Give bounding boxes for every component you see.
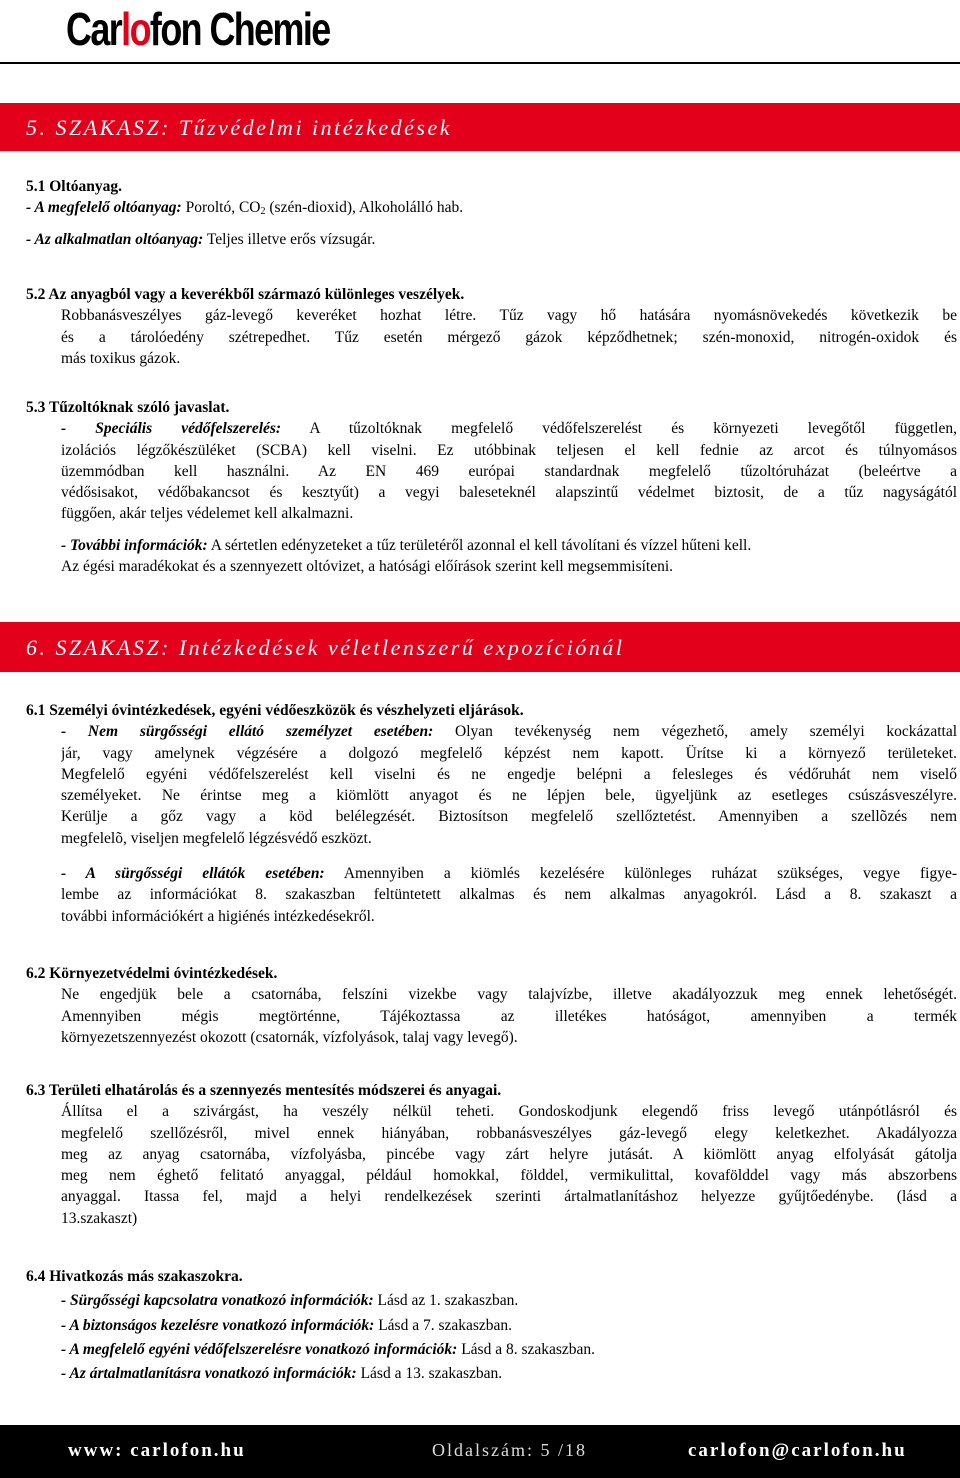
footer-page-number: Oldalszám: 5 /18 [432,1440,587,1460]
subsection-5-3-body [26,418,957,577]
reference-item [61,1290,957,1311]
special-equipment-label: - Speciális védőfelszerelés: [61,420,282,438]
subsection-5-2 [26,284,957,369]
logo-text-a: Car [66,3,122,55]
reference-text: Lásd a 7. szakaszban. [374,1316,513,1334]
text-line: megfelelõ, viseljen megfelelő légzésvédő eszközt. [61,829,372,847]
subsection-6-3-body [26,1101,957,1229]
reference-item [61,1363,957,1384]
reference-label: - Sürgősségi kapcsolatra vonatkozó információk: [61,1292,374,1310]
text-line: Robbanásveszélyes gáz-levegő keveréket hozhat létre. Tűz vagy hő hatására nyomásnövekedés következik be [61,307,957,325]
unsuitable-extinguisher-line [26,229,957,250]
subsection-5-3-heading: 5.3 Tűzoltóknak szóló javaslat. [26,399,230,416]
subsection-6-1-body [26,721,957,927]
special-equipment-text: A tűzoltóknak megfelelő védőfelszerelést és környezeti levegőtől független, [281,420,957,438]
reference-text: Lásd a 8. szakaszban. [457,1340,596,1358]
suitable-extinguisher-text-b: (szén-dioxid), Alkoholálló hab. [265,199,464,217]
reference-label: - A biztonságos kezelésre vonatkozó információk: [61,1316,375,1334]
section-6-title: 6. SZAKASZ: Intézkedések véletlenszerű expozíciónál [26,635,625,660]
text-line: Ne engedjük bele a csatornába, felszíni vizekbe vagy talajvízbe, illetve akadályozzuk meg ennek lehetőségét. [61,986,957,1004]
page-footer [0,1425,960,1478]
text-line: Állítsa el a szivárgást, ha veszély nélkül teheti. Gondoskodjunk elegendő friss levegő utánpótlásról és [61,1103,957,1121]
footer-website[interactable]: www: carlofon.hu [68,1440,246,1461]
company-logo [66,0,330,58]
co2-subscript: 2 [260,206,266,218]
text-line: meg nem éghető felitató anyaggal, például homokkal, földdel, vermikulittal, kovafölddel vagy más abszorbens [61,1167,957,1185]
further-info-label: - További információk: [61,536,208,554]
text-line: más toxikus gázok. [61,349,181,367]
further-info-text: A sértetlen edényzeteket a tűz területéről azonnal el kell távolítani és vízzel hűteni kell. [207,536,752,554]
text-line: Kerülje a gőz vagy a köd belélegzését. Biztosítson megfelelő szellőztetést. Amennyiben a szellõzés nem [61,808,957,826]
text-line: megfelelő szellőzésről, mivel ennek hiányában, robbanásveszélyes gáz-levegő elegy keletkezhet. Akadályozza [61,1124,957,1142]
subsection-6-3-heading: 6.3 Területi elhatárolás és a szennyezés mentesítés módszerei és anyagai. [26,1082,502,1099]
text-line: további információkért a higiénés intézkedésekről. [61,907,375,925]
reference-text: Lásd a 13. szakaszban. [356,1365,503,1383]
emergency-responders-label: - A sürgősségi ellátók esetében: [61,865,325,883]
text-line: függően, akár teljes védelemet kell alkalmazni. [61,505,354,523]
non-emergency-line [61,721,957,742]
text-line: Az égési maradékokat és a szennyezett oltóvizet, a hatósági előírások szerint kell megsemmisíteni. [61,558,674,576]
special-equipment-line [61,418,957,439]
reference-item [61,1315,957,1336]
reference-label: - Az ártalmatlanításra vonatkozó információk: [61,1365,357,1383]
page-header [0,0,960,62]
text-line: személyeket. Ne érintse meg a kiömlött anyagot és ne lépjen bele, ügyeljünk az esetleges csúszásveszélyre. [61,787,957,805]
section-5-title: 5. SZAKASZ: Tűzvédelmi intézkedések [26,115,452,140]
suitable-extinguisher-line [26,197,957,218]
non-emergency-text: Olyan tevékenység nem végezhető, amely személyi kockázattal [433,723,957,741]
subsection-5-3 [26,397,957,577]
suitable-extinguisher-label: - A megfelelő oltóanyag: [26,199,182,217]
subsection-6-2-heading: 6.2 Környezetvédelmi óvintézkedések. [26,965,278,982]
unsuitable-extinguisher-label: - Az alkalmatlan oltóanyag: [26,230,204,248]
header-divider [0,62,960,64]
subsection-5-1-heading: 5.1 Oltóanyag. [26,178,123,195]
text-line: 13.szakaszt) [61,1209,138,1227]
text-line: meg az anyag csatornába, vízfolyásba, pincébe vagy zárt helyre jutását. A kiömlött anyag elfolyását gátolja [61,1145,957,1163]
footer-email[interactable]: carlofon@carlofon.hu [688,1440,907,1461]
text-line: Amennyiben mégis megtörténne, Tájékoztassa az illetékes hatóságot, amennyiben a termék [61,1007,957,1025]
logo-text-b: lo [121,3,150,55]
subsection-6-4-heading: 6.4 Hivatkozás más szakaszokra. [26,1268,243,1285]
further-info-line [61,535,957,556]
text-line: környezetszennyezést okozott (csatornák, vízfolyások, talaj vagy levegő). [61,1028,518,1046]
reference-label: - A megfelelő egyéni védőfelszerelésre vonatkozó információk: [61,1340,458,1358]
text-line: lembe az információkat 8. szakaszban feltüntetett alkalmas és nem alkalmas anyagokról. Lásd a 8. szakaszt a [61,886,957,904]
subsection-6-1-heading: 6.1 Személyi óvintézkedések, egyéni védőeszközök és vészhelyzeti eljárások. [26,702,524,719]
subsection-6-1 [26,700,957,927]
text-line: védősisakot, védőbakancsot és kesztyűt) a vegyi baleseteknél alapszintű védelmet biztosit, de a tűz nagyságától [61,484,957,502]
suitable-extinguisher-text-a: Poroltó, CO [181,199,261,217]
subsection-6-2-body [26,984,957,1048]
text-line: és a tárolóedény szétrepedhet. Tűz esetén mérgező gázok képződhetnek; szén-monoxid, nitrogén-oxidok és [61,328,957,346]
reference-text: Lásd az 1. szakaszban. [373,1292,519,1310]
subsection-5-2-body [26,305,957,369]
emergency-responders-text: Amennyiben a kiömlés kezelésére különleges ruházat szükséges, vegye figye- [324,865,957,883]
section-5-title-bar [0,103,960,151]
subsection-5-1 [26,176,957,250]
subsection-6-4 [26,1266,957,1384]
emergency-responders-line [61,863,957,884]
subsection-5-2-heading: 5.2 Az anyagból vagy a keverékből származó különleges veszélyek. [26,286,465,303]
text-line: üzemmódban kell használni. Az EN 469 európai standardnak megfelelő tűzoltóruházat (beleértve a [61,462,957,480]
text-line: anyaggal. Itassa fel, majd a helyi rendelkezések szerinti ártalmatlanításhoz helyezze gyűjtőedénybe. (lásd a [61,1188,957,1206]
reference-item [61,1339,957,1360]
non-emergency-label: - Nem sürgősségi ellátó személyzet esetében: [61,723,434,741]
subsection-6-4-body [26,1290,957,1384]
subsection-6-3 [26,1080,957,1229]
unsuitable-extinguisher-text: Teljes illetve erős vízsugár. [203,230,376,248]
text-line: jár, vagy amelynek végzésére a dolgozó megfelelő képzést nem kapott. Ürítse ki a környező területeket. [61,744,957,762]
text-line: izolációs légzőkészüléket (SCBA) kell viselni. Ez utóbbinak teljesen el kell fednie az arcot és túlnyomásos [61,441,957,459]
logo-text-c: fon Chemie [149,3,330,55]
section-6-title-bar [0,622,960,672]
subsection-6-2 [26,963,957,1048]
text-line: Megfelelő egyéni védőfelszerelést kell viselni és ne engedje belépni a felesleges és védőruhát nem viselő [61,765,957,783]
